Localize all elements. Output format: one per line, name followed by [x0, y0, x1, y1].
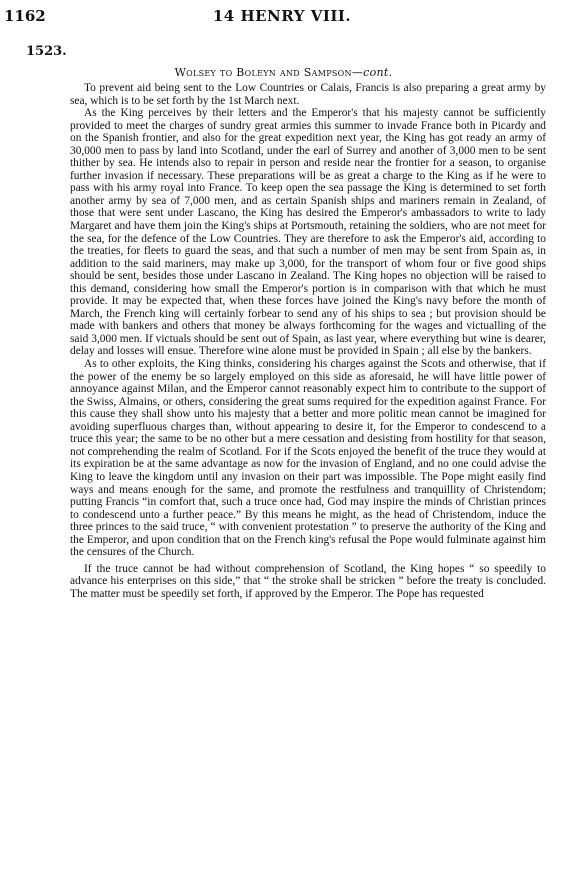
document-title-text: Wolsey to Boleyn and Sampson: [174, 66, 352, 79]
page-number: 1162: [4, 7, 46, 25]
running-head: 14 HENRY VIII.: [212, 7, 352, 25]
page-header: [4, 5, 560, 27]
body-text: [70, 82, 546, 600]
document-title: [0, 66, 567, 79]
paragraph-4: If the truce cannot be had without comprehension of Scotland, the King hopes “ so speedily to advance his enterprises on this side,” that “ the stroke shall be stricken ” before the treaty is concluded. The matter must be speedily set forth, if approved by the Emperor. The Pope has requested: [70, 562, 546, 600]
paragraph-3: As to other exploits, the King thinks, considering his charges against the Scots and otherwise, that if the power of the enemy be so largely employed on this side as aforesaid, he will have little power of annoyance against Milan, and the Emperor cannot reasonably expect him to contribute to the support of the Swiss, Almains, or others, considering the great sums required for the expedition against France. For this cause they shall show unto his majesty that a better and more politic mean cannot be imagined for avoiding superfluous charges than, without appearing to desire it, for the Emperor to condescend to a truce this year; the same to be no other but a mere cessation and desisting from hostility for that season, not comprehending the realm of Scotland. For if the Scots enjoyed the benefit of the truce they would at its expiration be at the same advantage as now for the invasion of England, and no one could advise the King to leave the kingdom until any invasion on their part was impossible. The Pope might easily find ways and means enough for the same, and promote the restfulness and tranquillity of Christendom; putting Francis “in comfort that, such a truce once had, God may inspire the minds of Christian princes to condescend unto a further peace.” By this means he might, as the head of Christendom, induce the three princes to the said truce, “ with convenient protestation ” to preserve the authority of the King and the Emperor, and upon condition that on the French king's refusal the Pope would fulminate against him the censures of the Church.: [70, 358, 546, 559]
year-marginal-note: 1523.: [26, 44, 67, 59]
paragraph-1: To prevent aid being sent to the Low Countries or Calais, Francis is also preparing a great army by sea, which is to be set forth by the 1st March next.: [70, 82, 546, 107]
document-title-cont: —cont.: [351, 66, 393, 79]
paragraph-2: As the King perceives by their letters and the Emperor's that his majesty cannot be sufficiently provided to meet the charges of sundry great armies this summer to invade France both in Picardy and on the Spanish frontier, and also for the great expedition next year, the King has got ready an army of 30,000 men to pass by land into Scotland, under the earl of Surrey and another of 3,000 men to be sent thither by sea. He intends also to repair in person and reside near the frontier for a season, to organise further invasion if necessary. These preparations will be as great a charge to the King as if he were to pass with his army royal into France. To keep open the sea passage the King is determined to set forth another army by sea of 7,000 men, and as certain Spanish ships and mariners remain in Zealand, of those that were sent under Lascano, the King has desired the Emperor's ambassadors to write to lady Margaret and have them join the King's ships at Portsmouth, retaining the soldiers, who are not meet for the sea, for the defence of the Low Countries. They are therefore to ask the Emperor's aid, according to the treaties, for fleets to guard the seas, and that such a number of men may be sent from Spain as, in addition to the said mariners, may make up 3,000, for the transport of whom four or five good ships should be sent, besides those under Lascano in Zealand. The King hopes no objection will be raised to this demand, considering how small the Emperor's portion is in comparison with that which he must provide. It may be expected that, when these forces have joined the King's navy before the month of March, the French king will certainly forbear to send any of his ships to sea ; but provision should be made with bankers and others that money be always forthcoming for the wages and victualling of the said 3,000 men. If victuals should be sent out of Spain, as last year, where everything but wine is dearer, delay and losses will ensue. Therefore wine alone must be provided in Spain ; all else by the bankers.: [70, 107, 546, 358]
